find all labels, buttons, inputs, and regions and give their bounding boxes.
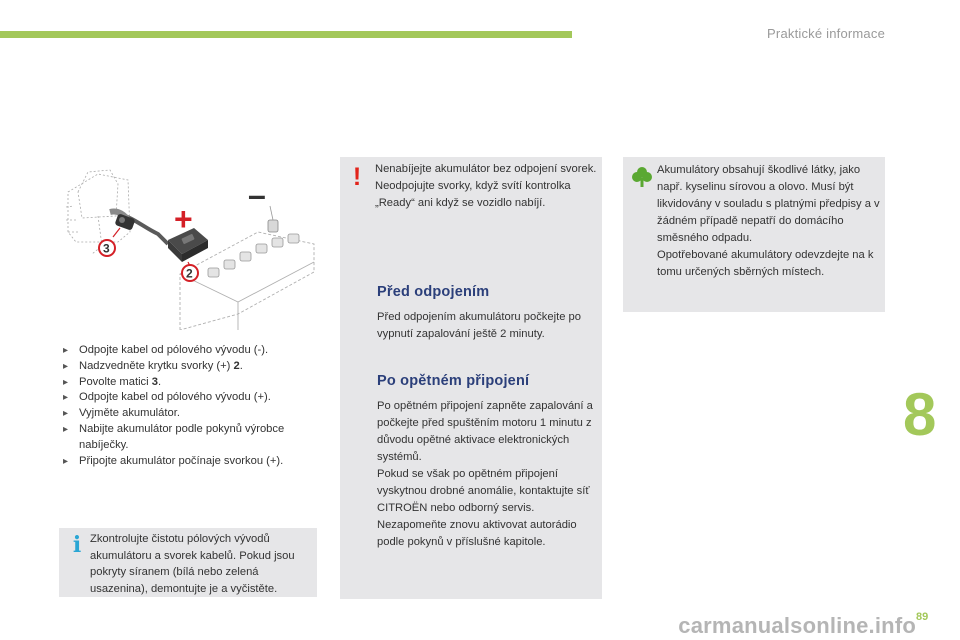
- step-item: ▸ Povolte matici 3.: [62, 375, 322, 391]
- warning-text: [375, 161, 597, 212]
- positive-sign: +: [174, 201, 193, 237]
- procedure-steps-list: [62, 343, 322, 469]
- after-reconnect-paragraph-2: Pokud se však po opětném připojení vyskytnou drobné anomálie, kontaktujte síť CITROËN nebo odborný servis.: [377, 468, 590, 514]
- before-disconnect-heading: Před odpojením: [377, 284, 490, 300]
- info-note-box: [59, 528, 317, 597]
- step-item: ▸ Odpojte kabel od pólového vývodu (+).: [62, 390, 322, 406]
- callout-3-label: 3: [103, 241, 110, 256]
- callout-2-label: 2: [186, 266, 193, 281]
- environment-paragraph-1: Akumulátory obsahují škodlivé látky, jako např. kyselinu sírovou a olovo. Musí být likvidovány v souladu s platnými předpisy a v žádném případě nepatří do domácího směsného odpadu.: [657, 164, 880, 244]
- battery-cell-caps: [208, 234, 299, 277]
- watermark-text: carmanualsonline.info: [678, 613, 916, 638]
- battery-illustration: [58, 162, 320, 330]
- page-number: 89: [916, 611, 929, 623]
- warning-line-2: Neodpojujte svorky, když svítí kontrolka „Ready“ ani když se vozidlo nabíjí.: [375, 180, 571, 209]
- after-reconnect-paragraph-1: Po opětném připojení zapněte zapalování a počkejte před spuštěním motoru 1 minutu z důvodu opětné aktivace elektronických systémů.: [377, 400, 593, 463]
- warning-line-1: Nenabíjejte akumulátor bez odpojení svorek.: [375, 163, 597, 175]
- step-item: ▸ Nabijte akumulátor podle pokynů výrobce nabíječky.: [62, 422, 322, 454]
- warning-exclamation-icon: !: [352, 163, 362, 191]
- after-reconnect-heading: Po opětném připojení: [377, 373, 530, 389]
- page-header-title: Praktické informace: [767, 26, 885, 41]
- header-accent-bar: [0, 31, 572, 38]
- negative-terminal-drawing: [268, 206, 278, 232]
- info-icon: i: [72, 532, 82, 558]
- after-reconnect-text: [377, 398, 599, 551]
- environment-note-text: [657, 162, 881, 281]
- environment-note-box: [623, 157, 885, 312]
- step-item: ▸ Připojte akumulátor počínaje svorkou (+).: [62, 454, 322, 470]
- negative-sign: –: [248, 177, 266, 213]
- step-item: ▸ Nadzvedněte krytku svorky (+) 2.: [62, 359, 322, 375]
- positive-cable-drawing: [110, 211, 168, 244]
- chapter-number: 8: [903, 381, 937, 448]
- step-item: ▸ Odpojte kabel od pólového vývodu (-).: [62, 343, 322, 359]
- before-disconnect-text: Před odpojením akumulátoru počkejte po vypnutí zapalování ještě 2 minuty.: [377, 311, 581, 340]
- step-item: ▸ Vyjměte akumulátor.: [62, 406, 322, 422]
- after-reconnect-paragraph-3: Nezapomeňte znovu aktivovat autorádio podle pokynů v příslušné kapitole.: [377, 519, 577, 548]
- tree-eco-icon: [631, 166, 653, 188]
- info-note-text: Zkontrolujte čistotu pólových vývodů akumulátoru a svorek kabelů. Pokud jsou pokryty síranem (bílá nebo zelená usazenina), demontujte je a vyčistěte.: [90, 533, 295, 595]
- warning-panel: [340, 157, 602, 599]
- environment-paragraph-2: Opotřebované akumulátory odevzdejte na k tomu určených sběrných místech.: [657, 249, 874, 278]
